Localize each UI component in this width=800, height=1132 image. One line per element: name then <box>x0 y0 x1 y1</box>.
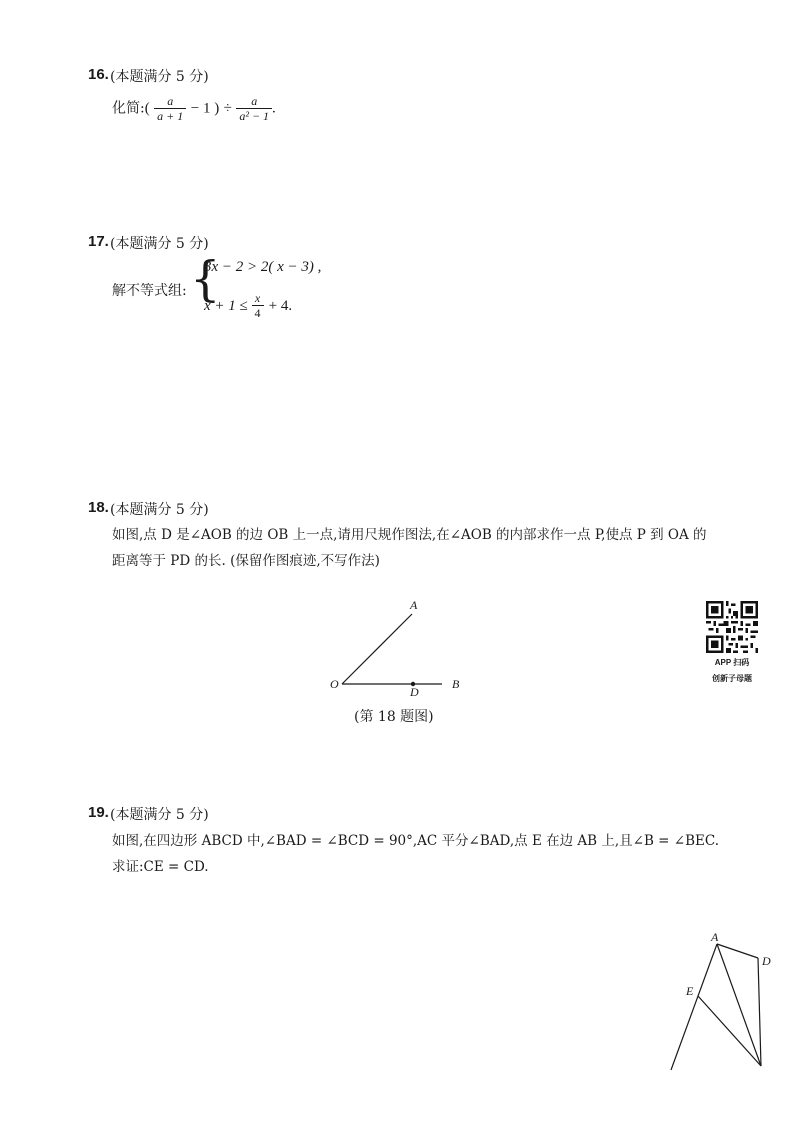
segment-ec <box>698 996 761 1066</box>
fraction-denominator: a + 1 <box>157 109 184 123</box>
question-19 <box>0 800 800 1132</box>
question-18 <box>0 495 800 735</box>
question-number: 19. <box>88 804 109 821</box>
fraction-numerator: a <box>154 94 186 109</box>
fraction-a-over-a2-minus-1 <box>236 94 272 123</box>
fraction-denominator: a² − 1 <box>239 109 270 123</box>
segment-ad <box>717 944 758 958</box>
question-number: 16. <box>88 66 109 83</box>
question-header: (本题满分 5 分) <box>110 236 209 252</box>
label-d: D <box>410 685 419 699</box>
segment-ac <box>717 944 761 1066</box>
question-number: 18. <box>88 499 109 516</box>
period: . <box>272 100 276 117</box>
open-paren: ( <box>144 100 150 117</box>
minus-one: − 1 ) <box>190 100 220 117</box>
question-16 <box>0 0 800 200</box>
fraction-numerator: a <box>236 94 272 109</box>
ray-oa <box>342 614 412 684</box>
prompt-label: 化简: <box>112 100 145 117</box>
prompt-label: 解不等式组: <box>112 283 187 299</box>
label-a: A <box>711 930 719 944</box>
question-text-line-1: 如图,在四边形 ABCD 中,∠BAD = ∠BCD = 90°,AC 平分∠BAD,点 E 在边 AB 上,且∠B = ∠BEC. <box>112 833 720 849</box>
inequality-line-1: 3x − 2 > 2( x − 3) , <box>204 259 322 275</box>
fraction-numerator: x <box>252 291 264 306</box>
question-number: 17. <box>88 233 109 250</box>
question-text-line-2: 距离等于 PD 的长. (保留作图痕迹,不写作法) <box>112 553 380 569</box>
left-brace: { <box>190 251 221 307</box>
qr-code-icon[interactable] <box>706 601 758 653</box>
inequality-line-2 <box>204 291 292 320</box>
label-a: A <box>410 598 418 612</box>
fraction-x-over-4 <box>252 291 264 320</box>
fraction-a-over-a-plus-1 <box>154 94 186 123</box>
label-o: O <box>330 677 339 691</box>
qr-caption-line-2: 创新子母题 <box>712 674 752 683</box>
question-16-expression <box>112 94 276 123</box>
label-b: B <box>452 677 460 691</box>
division-sign: ÷ <box>223 100 232 117</box>
inequality-rhs: + 4. <box>268 298 293 314</box>
segment-ab <box>671 944 717 1070</box>
question-header: (本题满分 5 分) <box>110 807 209 823</box>
segment-dc <box>758 958 761 1066</box>
question-text-line-1: 如图,点 D 是∠AOB 的边 OB 上一点,请用尺规作图法,在∠AOB 的内部求作一点 P,使点 P 到 OA 的 <box>112 527 707 543</box>
question-text-line-2: 求证:CE = CD. <box>112 859 209 875</box>
label-e: E <box>686 984 694 998</box>
question-header: (本题满分 5 分) <box>110 69 209 85</box>
question-17 <box>0 225 800 345</box>
question-header: (本题满分 5 分) <box>110 502 209 518</box>
qr-caption-line-1: APP 扫码 <box>714 658 750 667</box>
inequality-lhs: x + 1 ≤ <box>204 298 252 314</box>
label-d: D <box>762 954 771 968</box>
figure-caption: (第 18 题图) <box>354 709 434 725</box>
fraction-denominator: 4 <box>254 306 261 320</box>
